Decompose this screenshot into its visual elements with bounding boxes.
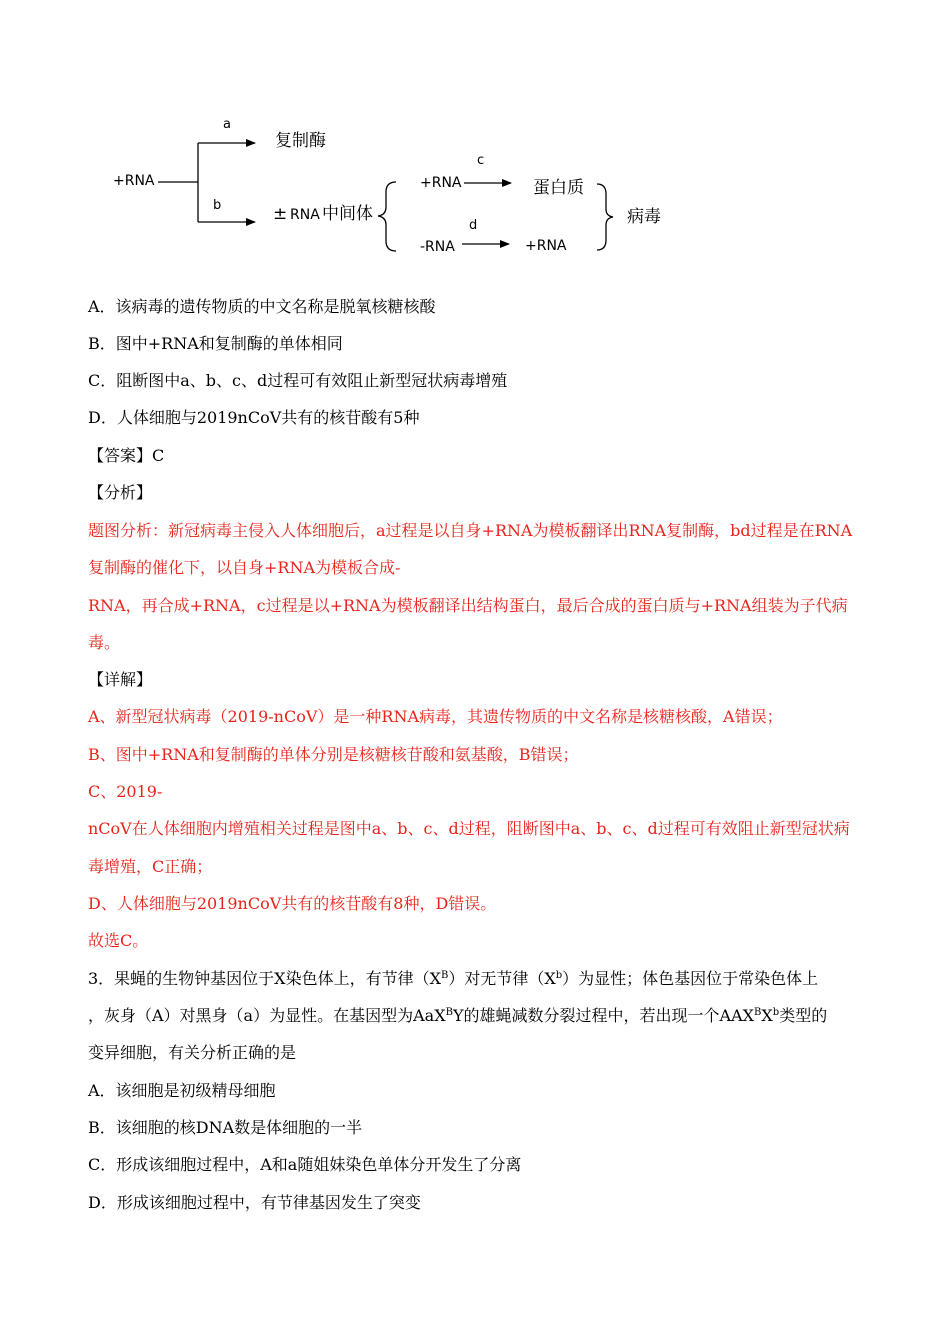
source-rna-label: +RNA <box>113 173 155 189</box>
process-b-label: b <box>213 198 222 213</box>
q2-option-d: D．人体细胞与2019nCoV共有的核苷酸有5种 <box>88 408 420 427</box>
q3-superscript: B <box>754 1007 762 1018</box>
q3-stem-text: Y的雄蝇减数分裂过程中，若出现一个AAX <box>452 1006 755 1025</box>
q2-option-a: A．该病毒的遗传物质的中文名称是脱氧核糖核酸 <box>88 297 436 316</box>
process-c-label: c <box>477 153 485 168</box>
detail-c-2: nCoV在人体细胞内增殖相关过程是图中a、b、c、d过程，阻断图中a、b、c、d过程可有效阻止新型冠状病 <box>88 819 850 838</box>
conclusion: 故选C。 <box>88 931 149 950</box>
q3-stem-line-1 <box>88 969 868 989</box>
intermediate-pm: ± <box>273 204 288 224</box>
q3-stem-line-3: 变异细胞，有关分析正确的是 <box>88 1043 297 1062</box>
lower-rna-label: -RNA <box>420 239 455 255</box>
answer-line <box>88 446 868 466</box>
analysis-text-1: 题图分析：新冠病毒主侵入人体细胞后，a过程是以自身+RNA为模板翻译出RNA复制酶，bd过程是在RNA <box>88 521 853 540</box>
diagram-lines <box>0 0 950 290</box>
q3-option-b: B．该细胞的核DNA数是体细胞的一半 <box>88 1118 363 1137</box>
enzyme-label: 复制酶 <box>275 131 326 151</box>
right-brace <box>597 184 613 250</box>
analysis-label: 【分析】 <box>88 483 153 502</box>
q2-option-c: C．阻断图中a、b、c、d过程可有效阻止新型冠状病毒增殖 <box>88 371 508 390</box>
detail-d: D、人体细胞与2019nCoV共有的核苷酸有8种，D错误。 <box>88 894 497 913</box>
answer-label: 【答案】 <box>88 446 153 465</box>
q3-option-a: A．该细胞是初级精母细胞 <box>88 1081 276 1100</box>
lower-product-label: +RNA <box>525 238 567 254</box>
analysis-text-3: RNA，再合成+RNA，c过程是以+RNA为模板翻译出结构蛋白，最后合成的蛋白质与+RNA组装为子代病 <box>88 596 848 615</box>
process-a-label: a <box>223 117 231 132</box>
detail-b: B、图中+RNA和复制酶的单体分别是核糖核苷酸和氨基酸，B错误； <box>88 745 579 764</box>
q3-stem-text: 类型的 <box>779 1006 828 1025</box>
analysis-text-2: 复制酶的催化下，以自身+RNA为模板合成- <box>88 558 401 577</box>
q3-superscript: b <box>555 970 563 981</box>
intermediate-label: 中间体 <box>322 204 373 224</box>
analysis-text-4: 毒。 <box>88 633 121 652</box>
q3-stem-text: ）对无节律（X <box>448 969 556 988</box>
left-brace <box>378 182 396 251</box>
q3-option-d: D．形成该细胞过程中，有节律基因发生了突变 <box>88 1193 421 1212</box>
intermediate-rna: RNA <box>290 207 320 223</box>
detail-a: A、新型冠状病毒（2019-nCoV）是一种RNA病毒，其遗传物质的中文名称是核糖核酸，A错误； <box>88 707 783 726</box>
q3-superscript: B <box>445 1007 453 1018</box>
answer-value: C <box>152 446 165 465</box>
q3-stem-text: 3．果蝇的生物钟基因位于X染色体上，有节律（X <box>88 969 441 988</box>
q3-stem-line-2 <box>88 1006 868 1026</box>
q3-stem-text: ，灰身（A）对黑身（a）为显性。在基因型为AaX <box>88 1006 446 1025</box>
virus-label: 病毒 <box>627 207 661 227</box>
detail-label: 【详解】 <box>88 670 153 689</box>
upper-rna-label: +RNA <box>420 175 462 191</box>
protein-label: 蛋白质 <box>533 178 584 198</box>
rna-replication-diagram <box>0 0 950 290</box>
q3-stem-text: X <box>761 1006 773 1025</box>
q3-option-c: C．形成该细胞过程中，A和a随姐妹染色单体分开发生了分离 <box>88 1155 522 1174</box>
detail-c-3: 毒增殖，C正确； <box>88 857 213 876</box>
q3-superscript: B <box>440 970 449 981</box>
q3-superscript: b <box>772 1007 780 1018</box>
q3-stem-text: ）为显性；体色基因位于常染色体上 <box>562 969 819 988</box>
detail-c-1: C、2019- <box>88 782 163 801</box>
q2-option-b: B．图中+RNA和复制酶的单体相同 <box>88 334 343 353</box>
process-d-label: d <box>469 218 478 233</box>
